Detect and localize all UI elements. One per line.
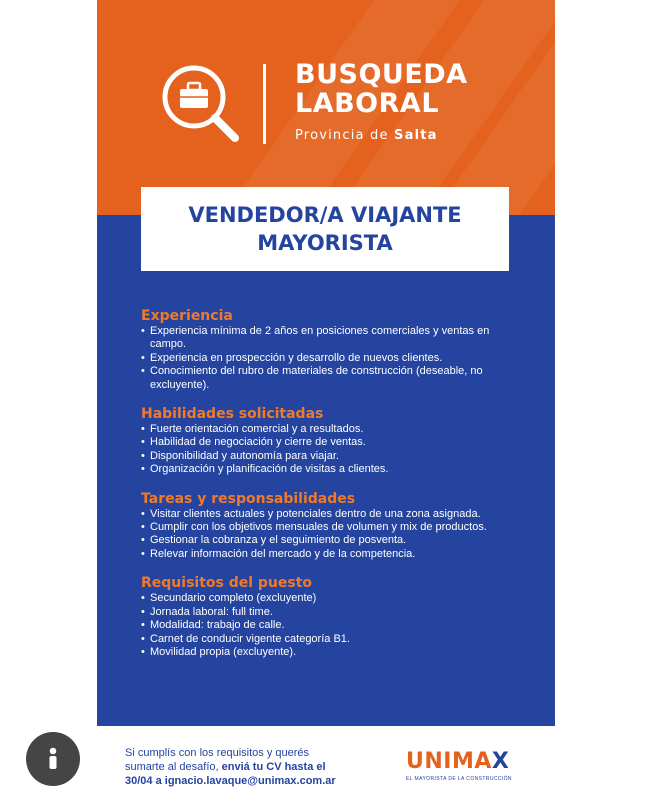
job-title-line2: MAYORISTA: [257, 231, 393, 255]
briefcase-magnifier-icon: [157, 60, 243, 146]
bullet-list: [141, 592, 501, 659]
section-title: Experiencia: [141, 308, 233, 324]
list-item: • Jornada laboral: full time.: [141, 606, 501, 619]
list-item: • Habilidad de negociación y cierre de ventas.: [141, 436, 501, 449]
header-subtitle-prefix: Provincia de: [295, 128, 389, 143]
list-item: • Modalidad: trabajo de calle.: [141, 619, 501, 632]
list-item: • Carnet de conducir vigente categoría B1.: [141, 633, 501, 646]
list-item: • Gestionar la cobranza y el seguimiento de posventa.: [141, 534, 501, 547]
list-item: • Experiencia en prospección y desarrollo de nuevos clientes.: [141, 352, 501, 365]
contact-email: 30/04 a ignacio.lavaque@unimax.com.ar: [125, 775, 336, 787]
footer-line3: [125, 774, 336, 788]
job-title-line1: VENDEDOR/A VIAJANTE: [188, 203, 462, 227]
logo-name-main: UNIMA: [406, 749, 492, 774]
job-title-box: [141, 187, 509, 271]
info-icon: [42, 746, 64, 772]
list-item: • Cumplir con los objetivos mensuales de volumen y mix de productos.: [141, 521, 501, 534]
footer-line1: Si cumplís con los requisitos y querés: [125, 747, 310, 759]
list-item: • Fuerte orientación comercial y a resultados.: [141, 423, 501, 436]
section-tareas: [141, 490, 501, 562]
section-title: Requisitos del puesto: [141, 575, 313, 592]
logo-name-x: X: [491, 749, 510, 774]
logo-tagline: EL MAYORISTA DE LA CONSTRUCCIÓN: [406, 776, 512, 782]
application-instructions: [125, 746, 336, 788]
section-habilidades: [141, 405, 501, 477]
unimax-logo: [406, 750, 531, 782]
footer-line2-bold: enviá tu CV hasta el: [221, 761, 326, 773]
header-subtitle-location: Salta: [394, 128, 438, 143]
list-item: • Secundario completo (excluyente): [141, 592, 501, 605]
section-title: Habilidades solicitadas: [141, 406, 324, 423]
header-subtitle: [295, 128, 438, 143]
bullet-list: [141, 423, 501, 477]
footer-line2-plain: sumarte al desafío,: [125, 761, 219, 773]
section-experiencia: [141, 307, 501, 392]
bullet-list: [141, 508, 501, 562]
logo-wordmark: [406, 750, 531, 774]
list-item: • Conocimiento del rubro de materiales de construcción (deseable, no excluyente).: [141, 365, 501, 392]
section-requisitos: [141, 574, 501, 659]
footer-line2: [125, 760, 336, 774]
list-item: • Relevar información del mercado y de la competencia.: [141, 548, 501, 561]
job-poster: [97, 0, 555, 726]
list-item: • Disponibilidad y autonomía para viajar.: [141, 450, 501, 463]
section-title: Tareas y responsabilidades: [141, 490, 356, 507]
info-button[interactable]: [26, 732, 80, 786]
list-item: • Experiencia mínima de 2 años en posiciones comerciales y ventas en campo.: [141, 325, 501, 352]
header-title-line1: BUSQUEDA: [295, 59, 468, 90]
list-item: • Movilidad propia (excluyente).: [141, 646, 501, 659]
list-item: • Visitar clientes actuales y potenciales dentro de una zona asignada.: [141, 508, 501, 521]
list-item: • Organización y planificación de visitas a clientes.: [141, 463, 501, 476]
header-title-line2: LABORAL: [295, 88, 440, 119]
requirements-content: [141, 307, 501, 672]
header-divider: [263, 64, 266, 144]
header-title: [295, 60, 468, 118]
bullet-list: [141, 325, 501, 392]
